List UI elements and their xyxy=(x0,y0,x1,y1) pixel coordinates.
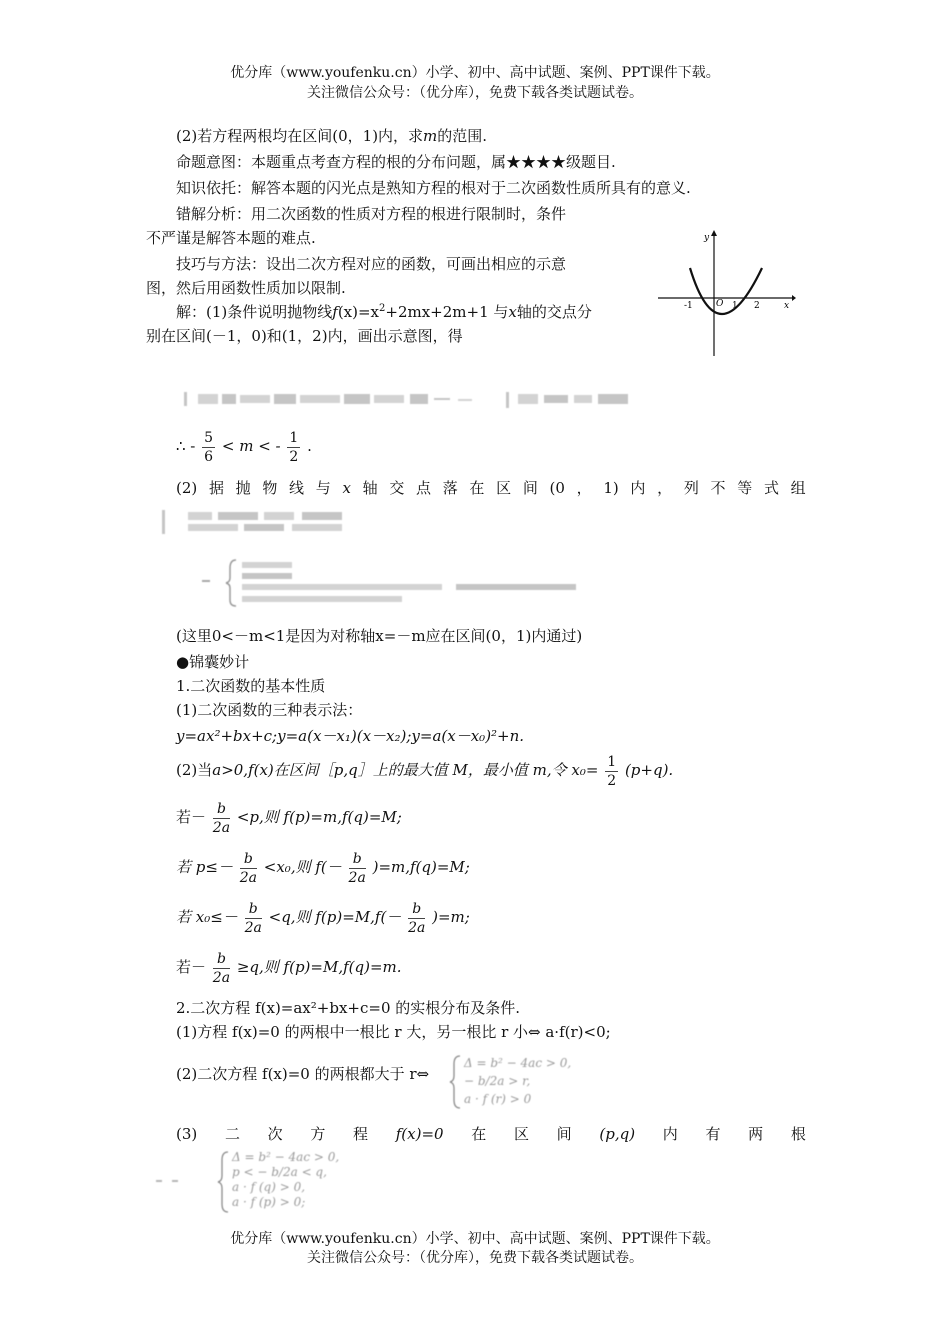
word: 交 xyxy=(389,479,405,497)
tips-section-2-title: 2.二次方程 f(x)=ax²+bx+c=0 的实根分布及条件. xyxy=(176,999,521,1017)
word: 1) xyxy=(603,479,619,497)
system-two-roots-in-interval xyxy=(150,1150,570,1214)
word: 根 xyxy=(790,1125,806,1143)
word: 组 xyxy=(790,479,806,497)
header-line-1: 优分库（www.youfenku.cn）小学、初中、高中试题、案例、PPT课件下载。 xyxy=(230,65,720,81)
word: 式 xyxy=(763,479,779,497)
error-line-1: 错解分析：用二次函数的性质对方程的根进行限制时，条件 xyxy=(176,205,567,223)
blurred-inequality-set-1 xyxy=(162,508,382,538)
skill-line-2: 图，然后用函数性质加以限制. xyxy=(146,279,346,297)
word: ， xyxy=(576,479,592,497)
word: (2) xyxy=(176,479,198,497)
fraction-5-6: $\frac{5}{6}$ xyxy=(204,429,214,465)
word: 区 xyxy=(513,1125,529,1143)
tips-section-1-title: 1.二次函数的基本性质 xyxy=(176,677,326,695)
system-condition: Δ = b² − 4ac > 0, xyxy=(464,1056,572,1070)
word: 在 xyxy=(469,479,485,497)
word: 区 xyxy=(496,479,512,497)
word: 落 xyxy=(442,479,458,497)
system-all-roots-greater-than-r xyxy=(448,1054,708,1110)
solution-line-2: 别在区间(－1，0)和(1，2)内，画出示意图，得 xyxy=(146,327,463,345)
axis-note: (这里0<－m<1是因为对称轴x=－m应在区间(0，1)内通过) xyxy=(176,627,583,645)
tips-s2-item-2: (2)二次方程 f(x)=0 的两根都大于 r⇔ xyxy=(176,1065,430,1083)
basis-line: 知识依托：解答本题的闪光点是熟知方程的根对于二次函数性质所具有的意义. xyxy=(176,179,691,197)
word: 在 xyxy=(471,1125,487,1143)
word: 等 xyxy=(737,479,753,497)
case-3: 若 x₀≤－ $\frac{b}{2a}$ <q,则 f(p)=M,f(－ $\frac{b}{2a}$ )=m; xyxy=(176,900,470,936)
word: 两 xyxy=(748,1125,764,1143)
word: 二 xyxy=(224,1125,240,1143)
word: 与 xyxy=(315,479,331,497)
y-axis-label: y xyxy=(704,233,710,243)
word: (0 xyxy=(549,479,565,497)
tips-s2-item-1: (1)方程 f(x)=0 的两根中一根比 r 大，另一根比 r 小⇔ a·f(r)<0; xyxy=(176,1023,611,1041)
word: (p,q) xyxy=(599,1125,636,1143)
word: x xyxy=(342,479,351,497)
word: 据 xyxy=(208,479,224,497)
tips-heading: ●锦囊妙计 xyxy=(176,653,250,671)
tick-2: 2 xyxy=(754,301,760,311)
tick-1: 1 xyxy=(732,301,738,311)
word: 抛 xyxy=(235,479,251,497)
blurred-inequality-image xyxy=(184,390,634,410)
y-axis xyxy=(711,230,717,356)
result-line: ∴ - $\frac{5}{6}$ < m < - $\frac{1}{2}$ . xyxy=(176,429,312,465)
word: 不 xyxy=(710,479,726,497)
word: 列 xyxy=(683,479,699,497)
word: 内 xyxy=(630,479,646,497)
skill-line-1: 技巧与方法：设出二次方程对应的函数，可画出相应的示意 xyxy=(176,255,567,273)
footer-line-2: 关注微信公众号：（优分库），免费下载各类试题试卷。 xyxy=(307,1250,643,1266)
word: 间 xyxy=(556,1125,572,1143)
system-condition: p < − b/2a < q, xyxy=(232,1165,327,1179)
x-axis xyxy=(658,295,796,301)
word: 内 xyxy=(662,1125,678,1143)
word: 程 xyxy=(353,1125,369,1143)
system-condition: a · f (q) > 0, xyxy=(232,1180,306,1194)
word: (3) xyxy=(176,1125,198,1143)
system-condition: a · f (p) > 0; xyxy=(232,1195,306,1209)
word: ， xyxy=(657,479,673,497)
word: 方 xyxy=(310,1125,326,1143)
quadratic-forms: y=ax²+bx+c;y=a(x－x₁)(x－x₂);y=a(x－x₀)²+n. xyxy=(176,727,525,745)
solution-line-1: 解：(1)条件说明抛物线$f(x)=x^2+2mx+2m+1$ 与x轴的交点分 xyxy=(176,303,592,321)
fraction-1-2: $\frac{1}{2}$ xyxy=(289,429,299,465)
word: 间 xyxy=(522,479,538,497)
origin-label: O xyxy=(716,299,724,309)
x-axis-label: x xyxy=(784,301,790,311)
word: 点 xyxy=(416,479,432,497)
footer-line-1: 优分库（www.youfenku.cn）小学、初中、高中试题、案例、PPT课件下载。 xyxy=(230,1231,720,1247)
tips-s2-item-3 xyxy=(176,1124,806,1144)
system-condition: − b/2a > r, xyxy=(464,1074,531,1088)
tick-neg1: -1 xyxy=(684,301,693,311)
part-2-line xyxy=(176,478,806,498)
header-line-2: 关注微信公众号：（优分库），免费下载各类试题试卷。 xyxy=(307,85,643,101)
word: 次 xyxy=(267,1125,283,1143)
parabola-graph xyxy=(656,228,796,360)
parabola-curve xyxy=(690,268,762,314)
word: 轴 xyxy=(362,479,378,497)
word: 物 xyxy=(262,479,278,497)
case-2: 若 p≤－ $\frac{b}{2a}$ <x₀,则 f(－ $\frac{b}{2a}$ )=m,f(q)=M; xyxy=(176,850,470,886)
system-condition: a · f (r) > 0 xyxy=(464,1092,532,1106)
case-1: 若－ $\frac{b}{2a}$ <p,则 f(p)=m,f(q)=M; xyxy=(176,800,402,836)
case-4: 若－ $\frac{b}{2a}$ ≥q,则 f(p)=M,f(q)=m. xyxy=(176,950,402,986)
tips-s1-item-2: (2)当a>0,f(x)在区间［p,q］上的最大值 M，最小值 m,令 x₀= $\frac{1}{2}$ (p+q). xyxy=(176,753,674,789)
word: f(x)=0 xyxy=(395,1125,444,1143)
system-condition: Δ = b² − 4ac > 0, xyxy=(232,1150,340,1164)
question-2: (2)若方程两根均在区间(0，1)内，求m的范围. xyxy=(176,127,488,145)
word: 线 xyxy=(289,479,305,497)
tips-s1-item-1: (1)二次函数的三种表示法： xyxy=(176,701,363,719)
word: 有 xyxy=(705,1125,721,1143)
error-line-2: 不严谨是解答本题的难点. xyxy=(146,229,316,247)
blurred-inequality-set-2 xyxy=(196,556,596,610)
intent-line: 命题意图：本题重点考查方程的根的分布问题，属★★★★级题目. xyxy=(176,153,616,171)
